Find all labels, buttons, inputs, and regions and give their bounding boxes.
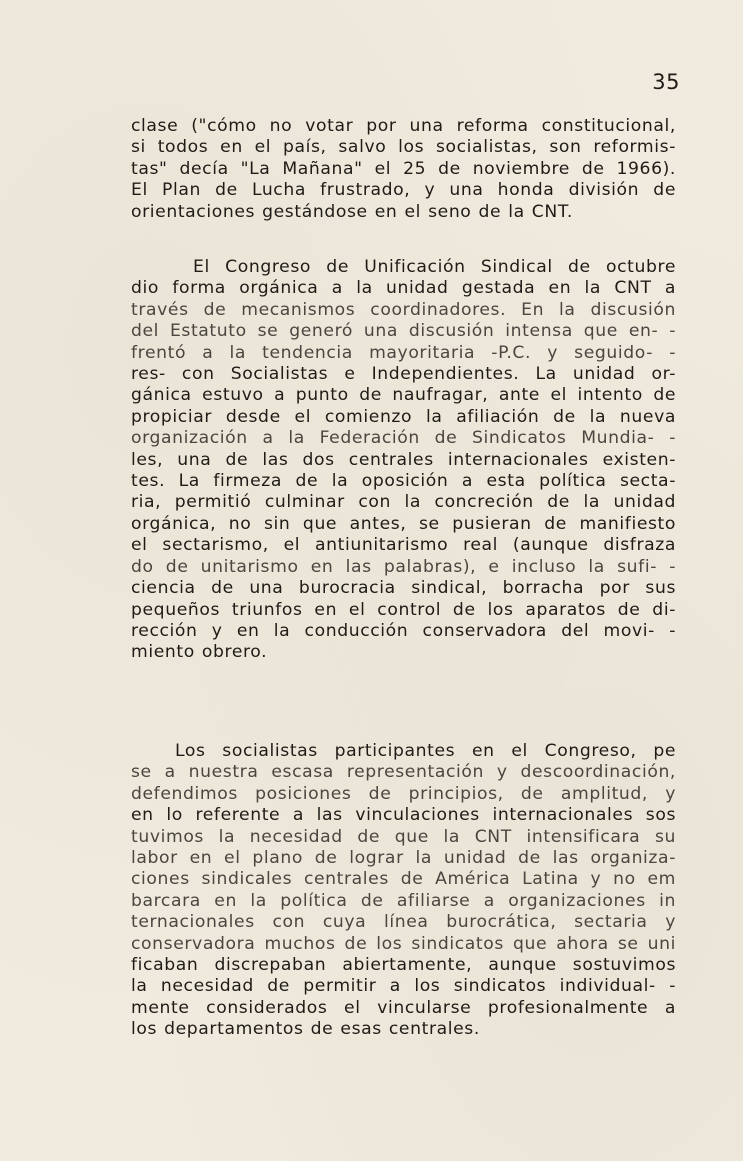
text-line: del Estatuto se generó una discusión intensa que en- - (131, 321, 676, 342)
text-line: orientaciones gestándose en el seno de la CNT. (131, 201, 573, 222)
text-line: orgánica, no sin que antes, se pusieran de manifiesto (131, 513, 676, 534)
text-line: frentó a la tendencia mayoritaria -P.C. y seguido- - (131, 342, 676, 363)
text-line: en lo referente a las vinculaciones internacionales sos (131, 805, 676, 826)
text-line: miento obrero. (131, 642, 268, 663)
text-line: mente considerados el vincularse profesionalmente a (131, 997, 676, 1018)
text-line: ternacionales con cuya línea burocrática, sectaria y (131, 912, 676, 933)
text-line: conservadora muchos de los sindicatos que ahora se uni (131, 933, 676, 954)
text-line: través de mecanismos coordinadores. En la discusión (131, 299, 676, 320)
text-line: ciencia de una burocracia sindical, borracha por sus (131, 578, 676, 599)
paragraph-2 (131, 257, 676, 664)
text-line: rección y en la conducción conservadora del movi- - (131, 620, 676, 641)
text-line: el sectarismo, el antiunitarismo real (aunque disfraza (131, 535, 676, 556)
text-line: organización a la Federación de Sindicatos Mundia- - (131, 428, 676, 449)
text-line: les, una de las dos centrales internacionales existen- (131, 449, 676, 470)
text-line: El Congreso de Unificación Sindical de octubre (193, 257, 676, 277)
text-line: los departamentos de esas centrales. (131, 1019, 480, 1040)
text-line: la necesidad de permitir a los sindicatos individual- - (131, 976, 676, 997)
text-line: defendimos posiciones de principios, de amplitud, y (131, 783, 676, 804)
text-line: ciones sindicales centrales de América Latina y no em (131, 869, 676, 890)
text-line: El Plan de Lucha frustrado, y una honda división de (131, 180, 676, 201)
text-line: dio forma orgánica a la unidad gestada en la CNT a (131, 278, 676, 299)
text-line: gánica estuvo a punto de naufragar, ante el intento de (131, 385, 676, 406)
paragraph-3 (131, 741, 676, 1041)
paragraph-1 (131, 116, 676, 223)
text-line: tuvimos la necesidad de que la CNT intensificara su (131, 826, 676, 847)
text-line: do de unitarismo en las palabras), e incluso la sufi- - (131, 556, 676, 577)
text-line: labor en el plano de lograr la unidad de las organiza- (131, 848, 676, 869)
text-line: propiciar desde el comienzo la afiliación de la nueva (131, 406, 676, 427)
text-line: ficaban discrepaban abiertamente, aunque sostuvimos (131, 955, 676, 976)
text-line: clase ("cómo no votar por una reforma constitucional, (131, 116, 676, 136)
text-line: si todos en el país, salvo los socialistas, son reformis- (131, 137, 676, 158)
page-number: 35 (652, 70, 680, 94)
text-line: tes. La firmeza de la oposición a esta política secta- (131, 471, 676, 492)
text-line: barcara en la política de afiliarse a organizaciones in (131, 890, 676, 911)
text-line: pequeños triunfos en el control de los aparatos de di- (131, 599, 676, 620)
text-line: res- con Socialistas e Independientes. La unidad or- (131, 364, 676, 385)
text-line: tas" decía "La Mañana" el 25 de noviembre de 1966). (131, 158, 676, 179)
text-line: Los socialistas participantes en el Congreso, pe (175, 741, 676, 761)
text-line: se a nuestra escasa representación y descoordinación, (131, 762, 676, 783)
text-line: ria, permitió culminar con la concreción de la unidad (131, 492, 676, 513)
